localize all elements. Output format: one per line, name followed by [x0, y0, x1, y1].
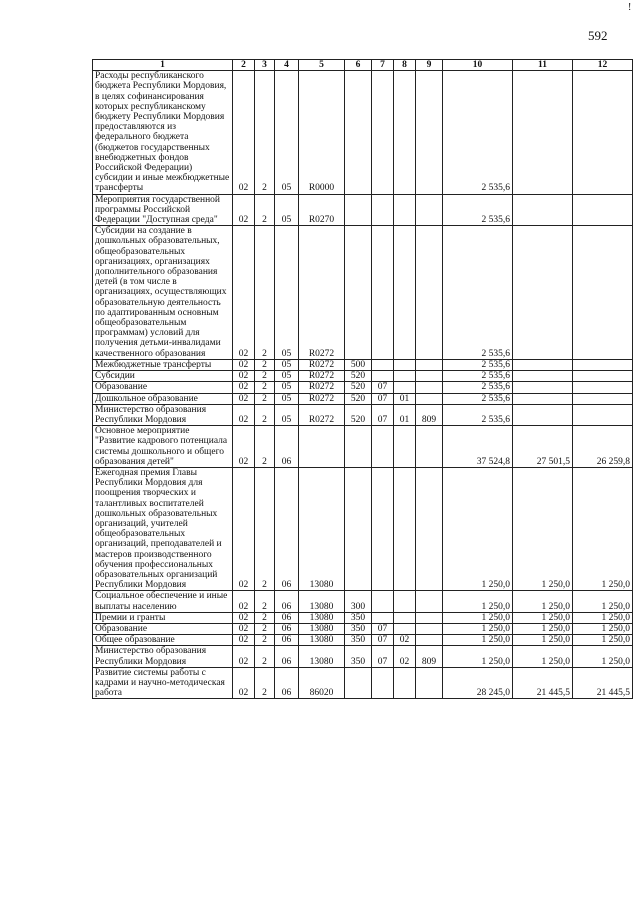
col-2: 02: [233, 404, 255, 425]
col-12: 1 250,0: [573, 591, 633, 612]
table-row: [93, 359, 633, 370]
col-11: [513, 194, 573, 226]
budget-table: [92, 59, 633, 699]
col-5: [299, 426, 345, 468]
col-2: 02: [233, 71, 255, 194]
col-2: 02: [233, 382, 255, 393]
row-name: Расходы республиканского бюджета Республики Мордовия, в целях софинансирования которых республиканскому бюджету Республики Мордовия предоставляются из федерального бюджета (бюджетов государственных внебюджетных фондов Российской Федерации) субсидии и иные межбюджетные трансферты: [93, 71, 233, 194]
col-4: 06: [275, 623, 299, 634]
col-8: [394, 467, 416, 590]
col-5: 13080: [299, 467, 345, 590]
col-9: [416, 393, 443, 404]
col-8: [394, 359, 416, 370]
col-2: 02: [233, 467, 255, 590]
col-6: 500: [345, 359, 372, 370]
col-10: 1 250,0: [443, 635, 513, 646]
col-5: R0272: [299, 359, 345, 370]
col-7: [372, 226, 394, 360]
col-5: R0272: [299, 404, 345, 425]
col-4: 05: [275, 71, 299, 194]
col-12: 1 250,0: [573, 646, 633, 667]
col-9: [416, 612, 443, 623]
col-7: [372, 467, 394, 590]
col-4: 05: [275, 382, 299, 393]
col-7: [372, 359, 394, 370]
table-row: [93, 194, 633, 226]
col-4: 06: [275, 591, 299, 612]
col-7: [372, 71, 394, 194]
table-row: [93, 404, 633, 425]
col-5: R0000: [299, 71, 345, 194]
col-3: 2: [255, 623, 275, 634]
col-11: 1 250,0: [513, 467, 573, 590]
col-12: [573, 226, 633, 360]
col-10: 1 250,0: [443, 467, 513, 590]
col-5: R0272: [299, 393, 345, 404]
col-6: 520: [345, 371, 372, 382]
col-6: 520: [345, 404, 372, 425]
col-12: [573, 382, 633, 393]
corner-mark: !: [628, 2, 632, 13]
col-9: [416, 591, 443, 612]
col-10: 2 535,6: [443, 371, 513, 382]
col-4: 05: [275, 359, 299, 370]
col-7: [372, 591, 394, 612]
col-7: 07: [372, 382, 394, 393]
col-3: 2: [255, 393, 275, 404]
col-12: [573, 194, 633, 226]
col-4: 06: [275, 612, 299, 623]
header-row: [93, 60, 633, 71]
col-9: [416, 467, 443, 590]
row-name: Министерство образования Республики Мордовия: [93, 646, 233, 667]
col-4: 05: [275, 404, 299, 425]
col-4: 05: [275, 371, 299, 382]
col-header: 12: [573, 60, 633, 71]
col-12: 21 445,5: [573, 667, 633, 699]
col-header: 11: [513, 60, 573, 71]
col-6: [345, 467, 372, 590]
col-6: 350: [345, 635, 372, 646]
col-3: 2: [255, 71, 275, 194]
col-11: [513, 393, 573, 404]
col-3: 2: [255, 226, 275, 360]
col-11: 1 250,0: [513, 646, 573, 667]
col-2: 02: [233, 393, 255, 404]
col-11: 1 250,0: [513, 591, 573, 612]
col-6: 520: [345, 382, 372, 393]
col-6: [345, 226, 372, 360]
col-2: 02: [233, 591, 255, 612]
col-5: 13080: [299, 635, 345, 646]
col-9: [416, 382, 443, 393]
col-7: [372, 371, 394, 382]
col-7: 07: [372, 393, 394, 404]
col-7: [372, 612, 394, 623]
col-11: [513, 359, 573, 370]
table-row: [93, 591, 633, 612]
col-3: 2: [255, 359, 275, 370]
col-8: [394, 194, 416, 226]
col-2: 02: [233, 426, 255, 468]
col-10: 2 535,6: [443, 194, 513, 226]
col-header: 2: [233, 60, 255, 71]
col-8: 02: [394, 646, 416, 667]
col-10: 2 535,6: [443, 382, 513, 393]
col-10: 37 524,8: [443, 426, 513, 468]
col-6: 350: [345, 623, 372, 634]
col-header: 8: [394, 60, 416, 71]
col-9: [416, 359, 443, 370]
col-6: [345, 71, 372, 194]
col-4: 05: [275, 226, 299, 360]
col-9: [416, 371, 443, 382]
col-9: [416, 194, 443, 226]
col-6: 350: [345, 612, 372, 623]
row-name: Министерство образования Республики Мордовия: [93, 404, 233, 425]
col-9: [416, 623, 443, 634]
col-8: [394, 226, 416, 360]
col-3: 2: [255, 382, 275, 393]
col-header: 5: [299, 60, 345, 71]
col-10: 2 535,6: [443, 393, 513, 404]
col-5: R0270: [299, 194, 345, 226]
col-9: [416, 71, 443, 194]
table-row: [93, 623, 633, 634]
table-row: [93, 382, 633, 393]
col-11: 1 250,0: [513, 635, 573, 646]
table-row: [93, 226, 633, 360]
row-name: Субсидии на создание в дошкольных образовательных, общеобразовательных организациях, организациях дополнительного образования детей (в том числе в организациях, осуществляющих образовательную деятельность по адаптированным основным общеобразовательным программам) условий для получения детьми-инвалидами качественного образования: [93, 226, 233, 360]
col-5: 86020: [299, 667, 345, 699]
col-5: 13080: [299, 612, 345, 623]
col-6: [345, 194, 372, 226]
col-10: 2 535,6: [443, 404, 513, 425]
col-12: 1 250,0: [573, 467, 633, 590]
col-3: 2: [255, 467, 275, 590]
col-9: [416, 635, 443, 646]
row-name: Образование: [93, 623, 233, 634]
col-10: 1 250,0: [443, 612, 513, 623]
col-7: [372, 426, 394, 468]
col-5: 13080: [299, 646, 345, 667]
row-name: Премии и гранты: [93, 612, 233, 623]
table-row: [93, 393, 633, 404]
col-header: 1: [93, 60, 233, 71]
col-8: [394, 591, 416, 612]
col-7: 07: [372, 623, 394, 634]
col-12: [573, 359, 633, 370]
col-2: 02: [233, 646, 255, 667]
col-11: [513, 382, 573, 393]
col-10: 2 535,6: [443, 71, 513, 194]
row-name: Образование: [93, 382, 233, 393]
col-12: [573, 393, 633, 404]
table-row: [93, 667, 633, 699]
col-3: 2: [255, 612, 275, 623]
col-3: 2: [255, 667, 275, 699]
col-10: 2 535,6: [443, 226, 513, 360]
row-name: Социальное обеспечение и иные выплаты населению: [93, 591, 233, 612]
col-11: [513, 226, 573, 360]
col-6: [345, 426, 372, 468]
col-11: 1 250,0: [513, 612, 573, 623]
col-9: [416, 226, 443, 360]
table-row: [93, 612, 633, 623]
col-8: [394, 667, 416, 699]
col-11: [513, 404, 573, 425]
col-5: 13080: [299, 591, 345, 612]
col-5: R0272: [299, 226, 345, 360]
col-2: 02: [233, 194, 255, 226]
table-row: [93, 635, 633, 646]
col-2: 02: [233, 371, 255, 382]
table-row: [93, 646, 633, 667]
page-number: 592: [588, 28, 608, 43]
col-5: R0272: [299, 382, 345, 393]
col-12: 1 250,0: [573, 635, 633, 646]
col-10: 1 250,0: [443, 623, 513, 634]
col-8: [394, 382, 416, 393]
col-12: 1 250,0: [573, 612, 633, 623]
col-2: 02: [233, 359, 255, 370]
col-5: R0272: [299, 371, 345, 382]
col-2: 02: [233, 667, 255, 699]
col-9: 809: [416, 404, 443, 425]
col-2: 02: [233, 226, 255, 360]
row-name: Мероприятия государственной программы Российской Федерации "Доступная среда": [93, 194, 233, 226]
col-2: 02: [233, 612, 255, 623]
col-2: 02: [233, 635, 255, 646]
col-8: [394, 371, 416, 382]
col-3: 2: [255, 194, 275, 226]
col-4: 06: [275, 635, 299, 646]
col-9: [416, 426, 443, 468]
col-10: 2 535,6: [443, 359, 513, 370]
col-4: 05: [275, 194, 299, 226]
col-header: 10: [443, 60, 513, 71]
col-4: 05: [275, 393, 299, 404]
col-7: 07: [372, 404, 394, 425]
col-10: 1 250,0: [443, 646, 513, 667]
col-header: 7: [372, 60, 394, 71]
col-8: 01: [394, 393, 416, 404]
col-4: 06: [275, 467, 299, 590]
col-header: 9: [416, 60, 443, 71]
col-3: 2: [255, 404, 275, 425]
col-7: 07: [372, 635, 394, 646]
row-name: Общее образование: [93, 635, 233, 646]
col-12: 26 259,8: [573, 426, 633, 468]
col-header: 3: [255, 60, 275, 71]
col-4: 06: [275, 426, 299, 468]
col-3: 2: [255, 646, 275, 667]
row-name: Субсидии: [93, 371, 233, 382]
col-8: 01: [394, 404, 416, 425]
col-3: 2: [255, 635, 275, 646]
col-5: 13080: [299, 623, 345, 634]
col-8: 02: [394, 635, 416, 646]
row-name: Межбюджетные трансферты: [93, 359, 233, 370]
col-8: [394, 426, 416, 468]
col-2: 02: [233, 623, 255, 634]
col-9: 809: [416, 646, 443, 667]
col-7: [372, 194, 394, 226]
col-11: 1 250,0: [513, 623, 573, 634]
col-9: [416, 667, 443, 699]
col-11: [513, 71, 573, 194]
col-3: 2: [255, 591, 275, 612]
col-3: 2: [255, 426, 275, 468]
col-10: 28 245,0: [443, 667, 513, 699]
col-header: 6: [345, 60, 372, 71]
table-row: [93, 426, 633, 468]
table-body: [93, 71, 633, 699]
col-11: 21 445,5: [513, 667, 573, 699]
col-6: [345, 667, 372, 699]
col-12: [573, 404, 633, 425]
col-8: [394, 612, 416, 623]
col-12: [573, 371, 633, 382]
col-6: 350: [345, 646, 372, 667]
row-name: Основное мероприятие "Развитие кадрового потенциала системы дошкольного и общего образования детей": [93, 426, 233, 468]
col-11: [513, 371, 573, 382]
row-name: Развитие системы работы с кадрами и научно-методическая работа: [93, 667, 233, 699]
col-4: 06: [275, 667, 299, 699]
col-11: 27 501,5: [513, 426, 573, 468]
col-12: [573, 71, 633, 194]
row-name: Ежегодная премия Главы Республики Мордовия для поощрения творческих и талантливых воспитателей дошкольных образовательных организаций, учителей общеобразовательных организаций, преподавателей и мастеров производственного обучения профессиональных образовательных организаций Республики Мордовия: [93, 467, 233, 590]
col-4: 06: [275, 646, 299, 667]
col-7: [372, 667, 394, 699]
col-8: [394, 623, 416, 634]
col-3: 2: [255, 371, 275, 382]
col-8: [394, 71, 416, 194]
col-6: 300: [345, 591, 372, 612]
table-row: [93, 467, 633, 590]
col-10: 1 250,0: [443, 591, 513, 612]
col-12: 1 250,0: [573, 623, 633, 634]
col-6: 520: [345, 393, 372, 404]
col-header: 4: [275, 60, 299, 71]
table-row: [93, 71, 633, 194]
table-row: [93, 371, 633, 382]
row-name: Дошкольное образование: [93, 393, 233, 404]
col-7: 07: [372, 646, 394, 667]
